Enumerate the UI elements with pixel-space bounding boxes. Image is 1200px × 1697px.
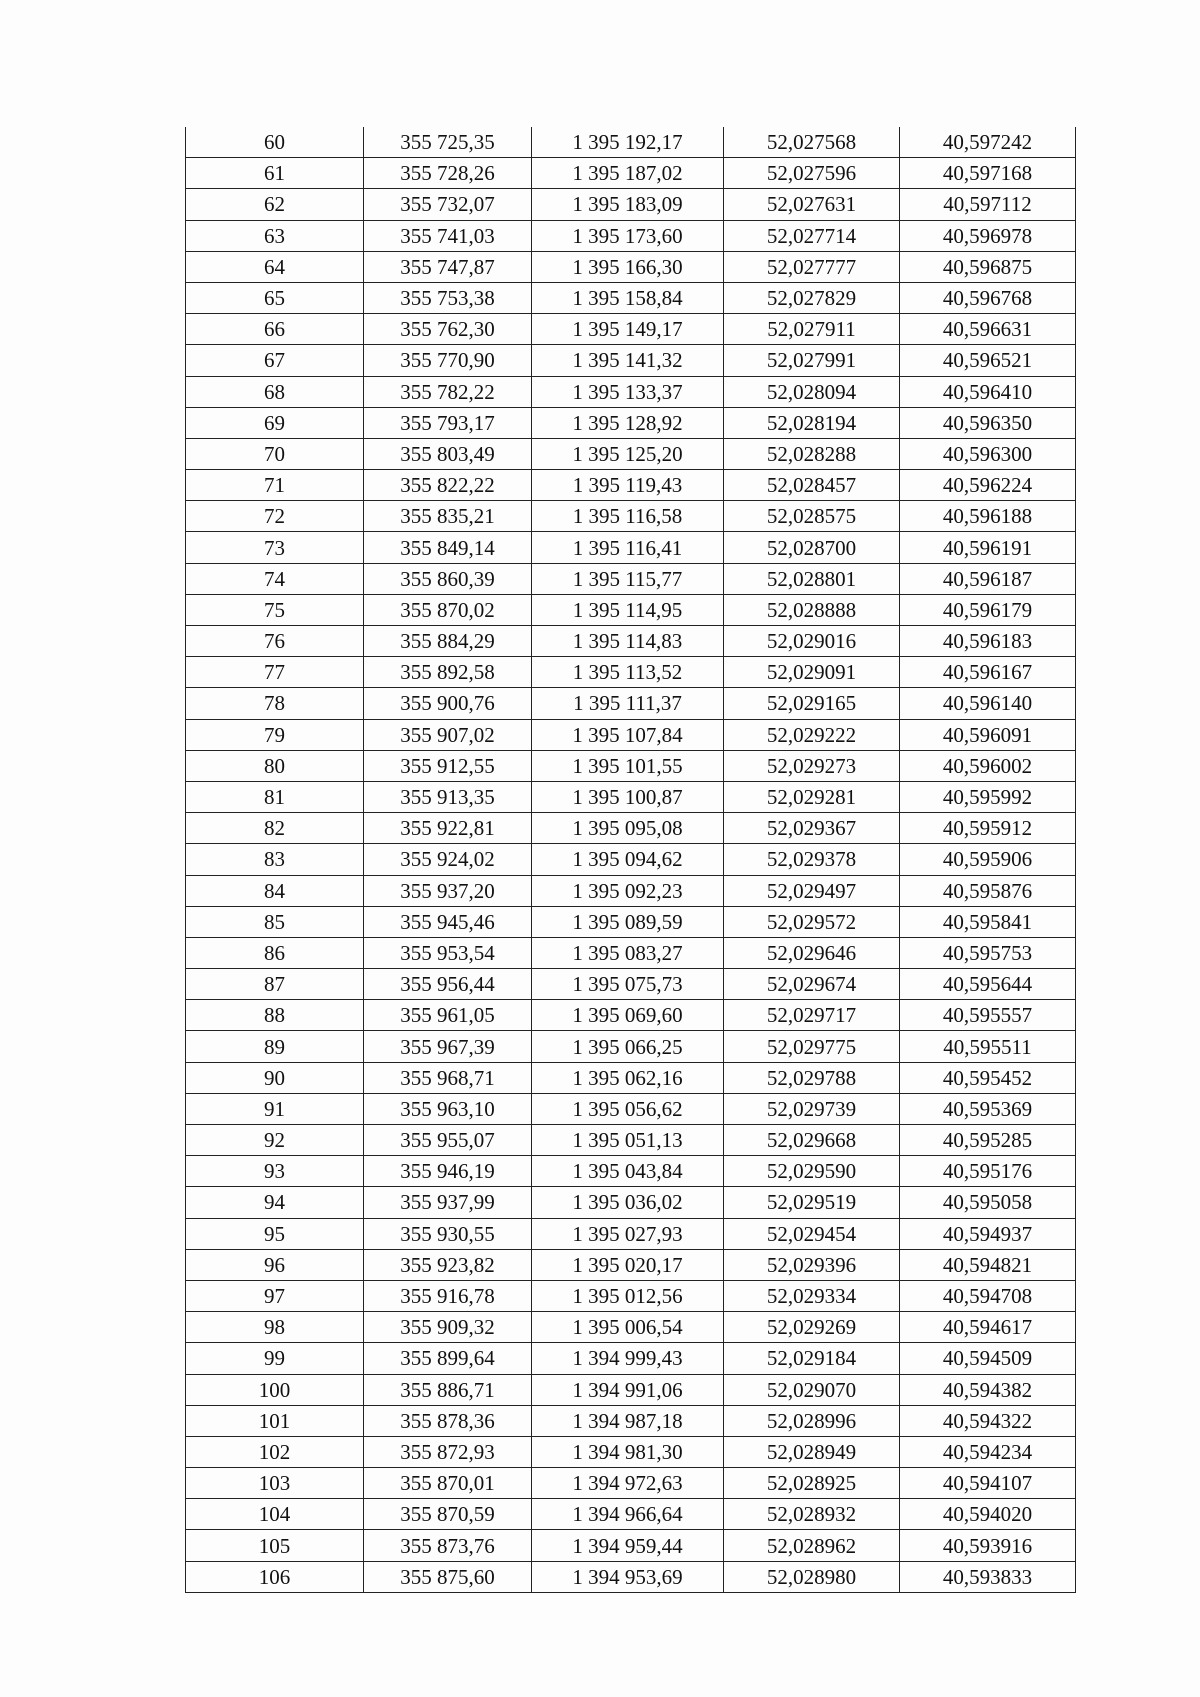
- latitude-cell: 52,029165: [724, 688, 900, 719]
- table-row: [186, 906, 1076, 937]
- point-number-cell: 90: [186, 1062, 364, 1093]
- point-number-cell: 69: [186, 407, 364, 438]
- point-number-cell: 60: [186, 127, 364, 158]
- latitude-cell: 52,029222: [724, 719, 900, 750]
- longitude-cell: 40,594708: [900, 1280, 1076, 1311]
- longitude-cell: 40,595912: [900, 813, 1076, 844]
- latitude-cell: 52,028700: [724, 532, 900, 563]
- longitude-cell: 40,595753: [900, 937, 1076, 968]
- point-number-cell: 81: [186, 781, 364, 812]
- y-coordinate-cell: 1 394 981,30: [532, 1436, 724, 1467]
- longitude-cell: 40,597242: [900, 127, 1076, 158]
- latitude-cell: 52,028962: [724, 1530, 900, 1561]
- longitude-cell: 40,597112: [900, 189, 1076, 220]
- longitude-cell: 40,596191: [900, 532, 1076, 563]
- longitude-cell: 40,594617: [900, 1312, 1076, 1343]
- table-row: [186, 251, 1076, 282]
- latitude-cell: 52,028932: [724, 1499, 900, 1530]
- x-coordinate-cell: 355 945,46: [364, 906, 532, 937]
- latitude-cell: 52,029668: [724, 1125, 900, 1156]
- x-coordinate-cell: 355 955,07: [364, 1125, 532, 1156]
- y-coordinate-cell: 1 395 119,43: [532, 470, 724, 501]
- table-row: [186, 657, 1076, 688]
- y-coordinate-cell: 1 395 166,30: [532, 251, 724, 282]
- table-row: [186, 314, 1076, 345]
- x-coordinate-cell: 355 872,93: [364, 1436, 532, 1467]
- y-coordinate-cell: 1 394 999,43: [532, 1343, 724, 1374]
- table-row: [186, 1280, 1076, 1311]
- latitude-cell: 52,027596: [724, 158, 900, 189]
- point-number-cell: 92: [186, 1125, 364, 1156]
- longitude-cell: 40,596224: [900, 470, 1076, 501]
- point-number-cell: 99: [186, 1343, 364, 1374]
- table-row: [186, 1000, 1076, 1031]
- point-number-cell: 76: [186, 626, 364, 657]
- longitude-cell: 40,594382: [900, 1374, 1076, 1405]
- table-row: [186, 1530, 1076, 1561]
- point-number-cell: 98: [186, 1312, 364, 1343]
- table-row: [186, 282, 1076, 313]
- longitude-cell: 40,594234: [900, 1436, 1076, 1467]
- y-coordinate-cell: 1 395 056,62: [532, 1093, 724, 1124]
- x-coordinate-cell: 355 741,03: [364, 220, 532, 251]
- longitude-cell: 40,596350: [900, 407, 1076, 438]
- x-coordinate-cell: 355 963,10: [364, 1093, 532, 1124]
- point-number-cell: 83: [186, 844, 364, 875]
- table-row: [186, 158, 1076, 189]
- latitude-cell: 52,028575: [724, 501, 900, 532]
- point-number-cell: 86: [186, 937, 364, 968]
- x-coordinate-cell: 355 967,39: [364, 1031, 532, 1062]
- point-number-cell: 78: [186, 688, 364, 719]
- x-coordinate-cell: 355 875,60: [364, 1561, 532, 1592]
- y-coordinate-cell: 1 395 192,17: [532, 127, 724, 158]
- table-row: [186, 626, 1076, 657]
- table-row: [186, 1156, 1076, 1187]
- point-number-cell: 89: [186, 1031, 364, 1062]
- table-row: [186, 532, 1076, 563]
- latitude-cell: 52,029775: [724, 1031, 900, 1062]
- longitude-cell: 40,593916: [900, 1530, 1076, 1561]
- point-number-cell: 96: [186, 1249, 364, 1280]
- longitude-cell: 40,596091: [900, 719, 1076, 750]
- latitude-cell: 52,029273: [724, 750, 900, 781]
- longitude-cell: 40,594107: [900, 1468, 1076, 1499]
- y-coordinate-cell: 1 395 116,41: [532, 532, 724, 563]
- latitude-cell: 52,027777: [724, 251, 900, 282]
- x-coordinate-cell: 355 747,87: [364, 251, 532, 282]
- point-number-cell: 103: [186, 1468, 364, 1499]
- latitude-cell: 52,029739: [724, 1093, 900, 1124]
- point-number-cell: 94: [186, 1187, 364, 1218]
- longitude-cell: 40,595876: [900, 875, 1076, 906]
- point-number-cell: 73: [186, 532, 364, 563]
- point-number-cell: 80: [186, 750, 364, 781]
- longitude-cell: 40,596179: [900, 594, 1076, 625]
- y-coordinate-cell: 1 395 083,27: [532, 937, 724, 968]
- point-number-cell: 82: [186, 813, 364, 844]
- x-coordinate-cell: 355 803,49: [364, 438, 532, 469]
- point-number-cell: 70: [186, 438, 364, 469]
- table-row: [186, 563, 1076, 594]
- point-number-cell: 71: [186, 470, 364, 501]
- longitude-cell: 40,595644: [900, 969, 1076, 1000]
- table-row: [186, 937, 1076, 968]
- table-row: [186, 1343, 1076, 1374]
- x-coordinate-cell: 355 793,17: [364, 407, 532, 438]
- x-coordinate-cell: 355 892,58: [364, 657, 532, 688]
- latitude-cell: 52,029334: [724, 1280, 900, 1311]
- latitude-cell: 52,029016: [724, 626, 900, 657]
- x-coordinate-cell: 355 860,39: [364, 563, 532, 594]
- x-coordinate-cell: 355 909,32: [364, 1312, 532, 1343]
- table-row: [186, 470, 1076, 501]
- point-number-cell: 100: [186, 1374, 364, 1405]
- point-number-cell: 91: [186, 1093, 364, 1124]
- longitude-cell: 40,595369: [900, 1093, 1076, 1124]
- longitude-cell: 40,595557: [900, 1000, 1076, 1031]
- y-coordinate-cell: 1 395 069,60: [532, 1000, 724, 1031]
- latitude-cell: 52,029454: [724, 1218, 900, 1249]
- table-row: [186, 1499, 1076, 1530]
- y-coordinate-cell: 1 395 012,56: [532, 1280, 724, 1311]
- x-coordinate-cell: 355 946,19: [364, 1156, 532, 1187]
- y-coordinate-cell: 1 395 114,83: [532, 626, 724, 657]
- longitude-cell: 40,596002: [900, 750, 1076, 781]
- point-number-cell: 72: [186, 501, 364, 532]
- latitude-cell: 52,028801: [724, 563, 900, 594]
- table-row: [186, 1249, 1076, 1280]
- longitude-cell: 40,596188: [900, 501, 1076, 532]
- y-coordinate-cell: 1 395 006,54: [532, 1312, 724, 1343]
- x-coordinate-cell: 355 835,21: [364, 501, 532, 532]
- longitude-cell: 40,595841: [900, 906, 1076, 937]
- longitude-cell: 40,596631: [900, 314, 1076, 345]
- x-coordinate-cell: 355 878,36: [364, 1405, 532, 1436]
- y-coordinate-cell: 1 395 158,84: [532, 282, 724, 313]
- point-number-cell: 101: [186, 1405, 364, 1436]
- y-coordinate-cell: 1 395 113,52: [532, 657, 724, 688]
- point-number-cell: 68: [186, 376, 364, 407]
- longitude-cell: 40,595906: [900, 844, 1076, 875]
- point-number-cell: 102: [186, 1436, 364, 1467]
- y-coordinate-cell: 1 395 043,84: [532, 1156, 724, 1187]
- latitude-cell: 52,027991: [724, 345, 900, 376]
- point-number-cell: 67: [186, 345, 364, 376]
- latitude-cell: 52,028457: [724, 470, 900, 501]
- table-row: [186, 719, 1076, 750]
- y-coordinate-cell: 1 395 066,25: [532, 1031, 724, 1062]
- longitude-cell: 40,596521: [900, 345, 1076, 376]
- point-number-cell: 97: [186, 1280, 364, 1311]
- x-coordinate-cell: 355 922,81: [364, 813, 532, 844]
- x-coordinate-cell: 355 953,54: [364, 937, 532, 968]
- y-coordinate-cell: 1 395 094,62: [532, 844, 724, 875]
- point-number-cell: 61: [186, 158, 364, 189]
- y-coordinate-cell: 1 395 095,08: [532, 813, 724, 844]
- x-coordinate-cell: 355 870,01: [364, 1468, 532, 1499]
- latitude-cell: 52,029674: [724, 969, 900, 1000]
- x-coordinate-cell: 355 886,71: [364, 1374, 532, 1405]
- point-number-cell: 87: [186, 969, 364, 1000]
- x-coordinate-cell: 355 762,30: [364, 314, 532, 345]
- point-number-cell: 74: [186, 563, 364, 594]
- longitude-cell: 40,595511: [900, 1031, 1076, 1062]
- point-number-cell: 75: [186, 594, 364, 625]
- table-row: [186, 1405, 1076, 1436]
- table-row: [186, 1093, 1076, 1124]
- latitude-cell: 52,028949: [724, 1436, 900, 1467]
- table-row: [186, 501, 1076, 532]
- x-coordinate-cell: 355 956,44: [364, 969, 532, 1000]
- latitude-cell: 52,029281: [724, 781, 900, 812]
- x-coordinate-cell: 355 849,14: [364, 532, 532, 563]
- x-coordinate-cell: 355 937,20: [364, 875, 532, 906]
- latitude-cell: 52,029572: [724, 906, 900, 937]
- latitude-cell: 52,029396: [724, 1249, 900, 1280]
- y-coordinate-cell: 1 394 987,18: [532, 1405, 724, 1436]
- longitude-cell: 40,595176: [900, 1156, 1076, 1187]
- latitude-cell: 52,029788: [724, 1062, 900, 1093]
- point-number-cell: 93: [186, 1156, 364, 1187]
- x-coordinate-cell: 355 937,99: [364, 1187, 532, 1218]
- y-coordinate-cell: 1 394 966,64: [532, 1499, 724, 1530]
- longitude-cell: 40,594509: [900, 1343, 1076, 1374]
- latitude-cell: 52,028094: [724, 376, 900, 407]
- longitude-cell: 40,593833: [900, 1561, 1076, 1592]
- y-coordinate-cell: 1 395 173,60: [532, 220, 724, 251]
- latitude-cell: 52,029269: [724, 1312, 900, 1343]
- point-number-cell: 88: [186, 1000, 364, 1031]
- longitude-cell: 40,596167: [900, 657, 1076, 688]
- longitude-cell: 40,596140: [900, 688, 1076, 719]
- y-coordinate-cell: 1 395 111,37: [532, 688, 724, 719]
- y-coordinate-cell: 1 394 972,63: [532, 1468, 724, 1499]
- y-coordinate-cell: 1 395 092,23: [532, 875, 724, 906]
- latitude-cell: 52,029717: [724, 1000, 900, 1031]
- table-row: [186, 1125, 1076, 1156]
- latitude-cell: 52,028888: [724, 594, 900, 625]
- longitude-cell: 40,594821: [900, 1249, 1076, 1280]
- x-coordinate-cell: 355 968,71: [364, 1062, 532, 1093]
- y-coordinate-cell: 1 395 116,58: [532, 501, 724, 532]
- table-row: [186, 1561, 1076, 1592]
- y-coordinate-cell: 1 394 991,06: [532, 1374, 724, 1405]
- x-coordinate-cell: 355 782,22: [364, 376, 532, 407]
- x-coordinate-cell: 355 770,90: [364, 345, 532, 376]
- latitude-cell: 52,027829: [724, 282, 900, 313]
- latitude-cell: 52,027568: [724, 127, 900, 158]
- y-coordinate-cell: 1 395 027,93: [532, 1218, 724, 1249]
- table-row: [186, 376, 1076, 407]
- point-number-cell: 105: [186, 1530, 364, 1561]
- longitude-cell: 40,596768: [900, 282, 1076, 313]
- point-number-cell: 66: [186, 314, 364, 345]
- y-coordinate-cell: 1 395 107,84: [532, 719, 724, 750]
- y-coordinate-cell: 1 395 036,02: [532, 1187, 724, 1218]
- y-coordinate-cell: 1 395 020,17: [532, 1249, 724, 1280]
- longitude-cell: 40,595992: [900, 781, 1076, 812]
- point-number-cell: 65: [186, 282, 364, 313]
- longitude-cell: 40,596410: [900, 376, 1076, 407]
- point-number-cell: 84: [186, 875, 364, 906]
- y-coordinate-cell: 1 395 149,17: [532, 314, 724, 345]
- point-number-cell: 95: [186, 1218, 364, 1249]
- longitude-cell: 40,594322: [900, 1405, 1076, 1436]
- x-coordinate-cell: 355 907,02: [364, 719, 532, 750]
- table-row: [186, 594, 1076, 625]
- latitude-cell: 52,028980: [724, 1561, 900, 1592]
- latitude-cell: 52,029590: [724, 1156, 900, 1187]
- latitude-cell: 52,027911: [724, 314, 900, 345]
- longitude-cell: 40,596978: [900, 220, 1076, 251]
- y-coordinate-cell: 1 395 100,87: [532, 781, 724, 812]
- table-row: [186, 345, 1076, 376]
- x-coordinate-cell: 355 728,26: [364, 158, 532, 189]
- point-number-cell: 104: [186, 1499, 364, 1530]
- table-row: [186, 1312, 1076, 1343]
- table-row: [186, 969, 1076, 1000]
- latitude-cell: 52,029070: [724, 1374, 900, 1405]
- x-coordinate-cell: 355 924,02: [364, 844, 532, 875]
- table-row: [186, 813, 1076, 844]
- x-coordinate-cell: 355 900,76: [364, 688, 532, 719]
- y-coordinate-cell: 1 395 183,09: [532, 189, 724, 220]
- table-row: [186, 1062, 1076, 1093]
- latitude-cell: 52,029091: [724, 657, 900, 688]
- latitude-cell: 52,027714: [724, 220, 900, 251]
- y-coordinate-cell: 1 395 114,95: [532, 594, 724, 625]
- latitude-cell: 52,028996: [724, 1405, 900, 1436]
- point-number-cell: 64: [186, 251, 364, 282]
- table-row: [186, 875, 1076, 906]
- x-coordinate-cell: 355 930,55: [364, 1218, 532, 1249]
- longitude-cell: 40,596875: [900, 251, 1076, 282]
- table-row: [186, 189, 1076, 220]
- table-row: [186, 1218, 1076, 1249]
- y-coordinate-cell: 1 395 075,73: [532, 969, 724, 1000]
- point-number-cell: 79: [186, 719, 364, 750]
- longitude-cell: 40,596300: [900, 438, 1076, 469]
- longitude-cell: 40,594937: [900, 1218, 1076, 1249]
- point-number-cell: 62: [186, 189, 364, 220]
- latitude-cell: 52,029519: [724, 1187, 900, 1218]
- table-row: [186, 1436, 1076, 1467]
- y-coordinate-cell: 1 395 128,92: [532, 407, 724, 438]
- x-coordinate-cell: 355 725,35: [364, 127, 532, 158]
- table-row: [186, 1468, 1076, 1499]
- x-coordinate-cell: 355 822,22: [364, 470, 532, 501]
- table-row: [186, 750, 1076, 781]
- latitude-cell: 52,028194: [724, 407, 900, 438]
- y-coordinate-cell: 1 395 051,13: [532, 1125, 724, 1156]
- longitude-cell: 40,595285: [900, 1125, 1076, 1156]
- table-row: [186, 1187, 1076, 1218]
- x-coordinate-cell: 355 870,59: [364, 1499, 532, 1530]
- table-row: [186, 438, 1076, 469]
- latitude-cell: 52,029378: [724, 844, 900, 875]
- longitude-cell: 40,594020: [900, 1499, 1076, 1530]
- y-coordinate-cell: 1 395 141,32: [532, 345, 724, 376]
- table-row: [186, 1031, 1076, 1062]
- x-coordinate-cell: 355 913,35: [364, 781, 532, 812]
- x-coordinate-cell: 355 923,82: [364, 1249, 532, 1280]
- x-coordinate-cell: 355 870,02: [364, 594, 532, 625]
- coordinates-table: [185, 127, 1076, 1593]
- x-coordinate-cell: 355 916,78: [364, 1280, 532, 1311]
- point-number-cell: 77: [186, 657, 364, 688]
- table-row: [186, 127, 1076, 158]
- y-coordinate-cell: 1 395 101,55: [532, 750, 724, 781]
- latitude-cell: 52,027631: [724, 189, 900, 220]
- y-coordinate-cell: 1 395 133,37: [532, 376, 724, 407]
- x-coordinate-cell: 355 912,55: [364, 750, 532, 781]
- latitude-cell: 52,028288: [724, 438, 900, 469]
- latitude-cell: 52,029646: [724, 937, 900, 968]
- y-coordinate-cell: 1 395 187,02: [532, 158, 724, 189]
- x-coordinate-cell: 355 884,29: [364, 626, 532, 657]
- x-coordinate-cell: 355 753,38: [364, 282, 532, 313]
- latitude-cell: 52,029367: [724, 813, 900, 844]
- table-row: [186, 688, 1076, 719]
- x-coordinate-cell: 355 873,76: [364, 1530, 532, 1561]
- table-row: [186, 781, 1076, 812]
- y-coordinate-cell: 1 395 115,77: [532, 563, 724, 594]
- table-row: [186, 220, 1076, 251]
- x-coordinate-cell: 355 899,64: [364, 1343, 532, 1374]
- point-number-cell: 63: [186, 220, 364, 251]
- longitude-cell: 40,596183: [900, 626, 1076, 657]
- table-row: [186, 407, 1076, 438]
- point-number-cell: 106: [186, 1561, 364, 1592]
- y-coordinate-cell: 1 395 089,59: [532, 906, 724, 937]
- latitude-cell: 52,029184: [724, 1343, 900, 1374]
- longitude-cell: 40,595058: [900, 1187, 1076, 1218]
- longitude-cell: 40,596187: [900, 563, 1076, 594]
- longitude-cell: 40,597168: [900, 158, 1076, 189]
- latitude-cell: 52,029497: [724, 875, 900, 906]
- table-row: [186, 1374, 1076, 1405]
- table-row: [186, 844, 1076, 875]
- y-coordinate-cell: 1 395 125,20: [532, 438, 724, 469]
- coordinates-table-body: [186, 127, 1076, 1592]
- point-number-cell: 85: [186, 906, 364, 937]
- longitude-cell: 40,595452: [900, 1062, 1076, 1093]
- x-coordinate-cell: 355 961,05: [364, 1000, 532, 1031]
- y-coordinate-cell: 1 394 953,69: [532, 1561, 724, 1592]
- y-coordinate-cell: 1 394 959,44: [532, 1530, 724, 1561]
- x-coordinate-cell: 355 732,07: [364, 189, 532, 220]
- y-coordinate-cell: 1 395 062,16: [532, 1062, 724, 1093]
- latitude-cell: 52,028925: [724, 1468, 900, 1499]
